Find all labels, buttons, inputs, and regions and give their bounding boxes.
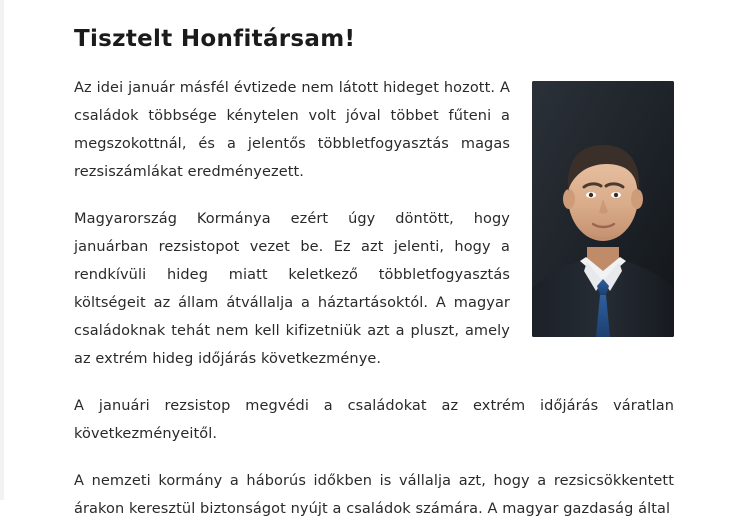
document-content [74, 0, 674, 517]
page-title: Tisztelt Honfitársam! [74, 26, 356, 52]
paragraph: A januári rezsistop megvédi a családokat az extrém időjárás váratlan következményeitől. [74, 398, 674, 442]
left-margin-rule [0, 0, 4, 500]
paragraph: A nemzeti kormány a háborús időkben is vállalja azt, hogy a rezsicsökkentett árakon keresztül biztonságot nyújt a családok számára. A magyar gazdaság által [74, 473, 674, 517]
paragraph: Az idei január másfél évtizede nem látott hideget hozott. A családok többsége kénytelen volt jóval többet fűteni a megszokottnál, és a jelentős többletfogyasztás magas rezsiszámlákat eredményezett. [74, 80, 510, 180]
portrait-figure [532, 81, 674, 337]
portrait-image [532, 81, 674, 337]
paragraph: Magyarország Kormánya ezért úgy döntött, hogy januárban rezsistopot vezet be. Ez azt jelenti, hogy a rendkívüli hideg miatt keletkező többletfogyasztás költségeit az állam átvállalja a háztartásoktól. A magyar családoknak tehát nem kell kifizetniük azt a pluszt, amely az extrém hideg időjárás következménye. [74, 211, 510, 367]
document-body [74, 74, 674, 523]
